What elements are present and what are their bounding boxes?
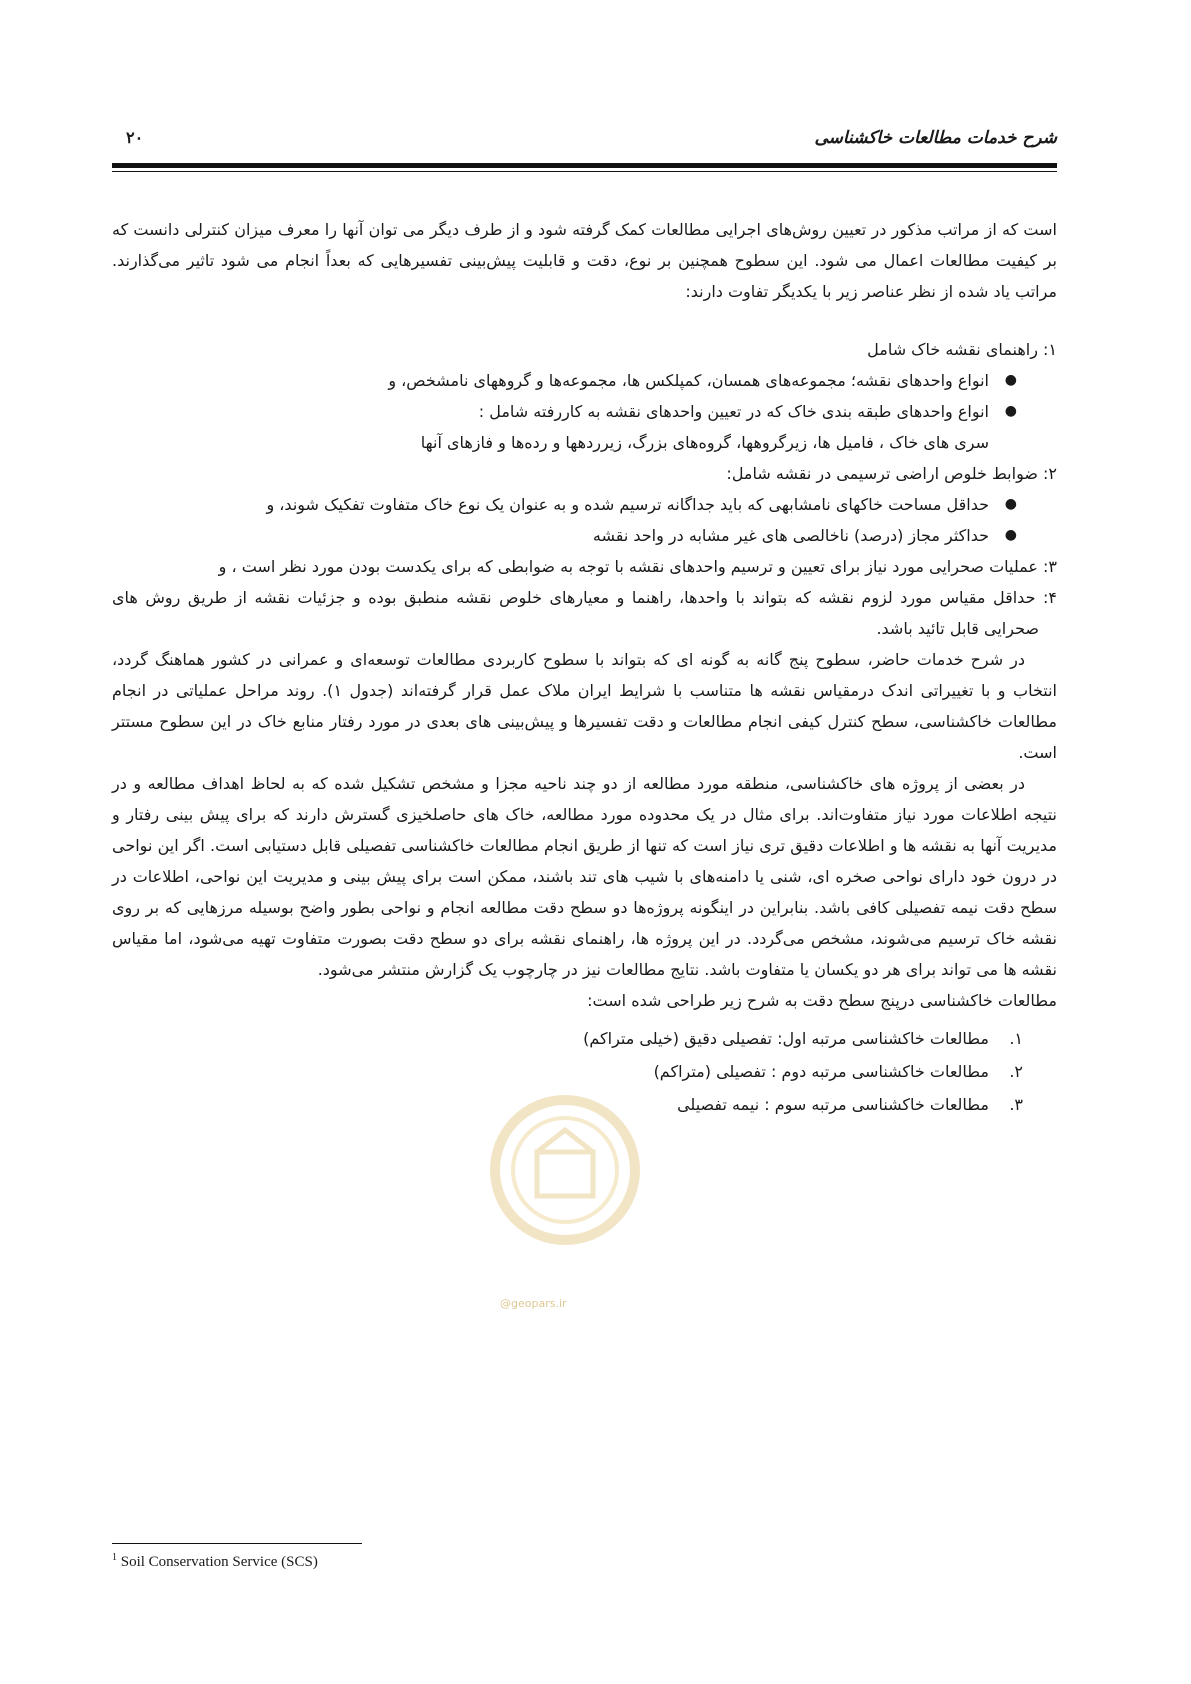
list-item: ۲. مطالعات خاکشناسی مرتبه دوم : تفصیلی (متراکم) xyxy=(653,1062,1023,1081)
list-item: ۳. مطالعات خاکشناسی مرتبه سوم : نیمه تفصیلی xyxy=(677,1095,1023,1114)
footnote-text: Soil Conservation Service (SCS) xyxy=(120,1554,318,1570)
paragraph-3: مطالعات خاکشناسی درپنج سطح دقت به شرح زیر طراحی شده است: xyxy=(587,991,1057,1010)
watermark-text: @geopars.ir xyxy=(500,1297,567,1310)
header-rule-thick xyxy=(112,163,1057,168)
list-item: ● انواع واحدهای طبقه بندی خاک که در تعیین واحدهای نقشه به کاررفته شامل : xyxy=(112,396,1023,427)
running-header xyxy=(112,122,1057,162)
levels-list xyxy=(112,1022,1057,1121)
bullet-icon: ● xyxy=(1004,403,1017,419)
list-item: ● حداکثر مجاز (درصد) ناخالصی های غیر مشابه در واحد نقشه xyxy=(112,520,1023,551)
list-item: ۱. مطالعات خاکشناسی مرتبه اول: تفصیلی دقیق (خیلی متراکم) xyxy=(583,1029,1023,1048)
header-rule-thin xyxy=(112,171,1057,172)
footnote-rule xyxy=(112,1543,362,1544)
body-text xyxy=(112,214,1057,1121)
item-3: ۳: عملیات صحرایی مورد نیاز برای تعیین و ترسیم واحدهای نقشه با توجه به ضوابطی که برای یکدست بودن مورد نظر است ، و xyxy=(218,557,1057,576)
list-item: ● حداقل مساحت خاکهای نامشابهی که باید جداگانه ترسیم شده و به عنوان یک نوع خاک متفاوت تفکیک شوند، و xyxy=(112,489,1023,520)
footnote xyxy=(112,1552,318,1571)
footnote-marker: 1 xyxy=(112,1552,117,1563)
header-title: شرح خدمات مطالعات خاکشناسی xyxy=(814,128,1057,148)
list-item: ● انواع واحدهای نقشه؛ مجموعه‌های همسان، کمپلکس ها، مجموعه‌ها و گروههای نامشخص، و xyxy=(112,365,1023,396)
item-2-bullets xyxy=(112,489,1057,551)
item-1-heading: ۱: راهنمای نقشه خاک شامل xyxy=(867,340,1057,359)
item-4: ۴: حداقل مقیاس مورد لزوم نقشه که بتواند با واحدها، راهنما و معیارهای خلوص نقشه منطبق بوده و جزئیات نقشه از طریق روش های صحرایی قابل تائید باشد. xyxy=(112,588,1057,638)
item-2-heading: ۲: ضوابط خلوص اراضی ترسیمی در نقشه شامل: xyxy=(726,464,1057,483)
paragraph-2: در بعضی از پروژه های خاکشناسی، منطقه مورد مطالعه از دو چند ناحیه مجزا و مشخص تشکیل شده که به لحاظ اهداف مطالعه و در نتیجه اطلاعات مورد نیاز متفاوت‌اند. برای مثال در یک محدوده مورد مطالعه، خاک های حاصلخیزی گسترش دارند که برای پیش بینی رفتار و مدیریت آنها به نقشه ها و اطلاعات دقیق تری نیاز است که تنها از طریق انجام مطالعات خاکشناسی تفصیلی قابل دستیابی است. اگر این نواحی در درون خود دارای نواحی صخره ای، شنی یا دامنه‌های با شیب های تند باشند، ممکن است برای پیش بینی و مدیریت این نواحی، اطلاعات در سطح دقت نیمه تفصیلی کافی باشد. بنابراین در اینگونه پروژه‌ها دو سطح دقت مطالعه انجام و نواحی بطور واضح بوسیله مرزهایی که بر روی نقشه خاک ترسیم می‌شوند، مشخص می‌گردد. در این پروژه ها، راهنمای نقشه برای دو سطح دقت بصورت متفاوت تهیه می‌شود، اما مقیاس نقشه ها می تواند برای هر دو یکسان یا متفاوت باشد. نتایج مطالعات نیز در چارچوب یک گزارش منتشر می‌شود. xyxy=(112,774,1057,979)
paragraph-1: در شرح خدمات حاضر، سطوح پنج گانه به گونه ای که بتواند با سطوح کاربردی مطالعات توسعه‌ای و عمرانی در کشور هماهنگ گردد، انتخاب و با تغییراتی اندک درمقیاس نقشه ها متناسب با شرایط ایران ملاک عمل قرار گرفته‌اند (جدول ۱). روند مراحل عملیاتی در انجام مطالعات خاکشناسی، سطح کنترل کیفی انجام مطالعات و دقت تفسیرها و پیش‌بینی های بعدی در مورد رفتار منابع خاک در این سطوح مستتر است. xyxy=(112,650,1058,762)
bullet-icon: ● xyxy=(1004,527,1017,543)
item-1-subline: سری های خاک ، فامیل ها، زیرگروهها، گروه‌های بزرگ، زیرردهها و رده‌ها و فازهای آنها xyxy=(420,433,989,452)
bullet-icon: ● xyxy=(1004,372,1017,388)
bullet-icon: ● xyxy=(1004,496,1017,512)
item-1-bullets xyxy=(112,365,1057,427)
page-number: ۲۰ xyxy=(126,128,144,147)
intro-paragraph: است که از مراتب مذکور در تعیین روش‌های اجرایی مطالعات کمک گرفته شود و از طرف دیگر می توان آنها را معرف میزان کنترلی دانست که بر کیفیت مطالعات اعمال می شود. این سطوح همچنین بر نوع، دقت و قابلیت پیش‌بینی تفسیرهایی که بعداً انجام می شود تاثیر می‌گذارند. مراتب یاد شده از نظر عناصر زیر با یکدیگر تفاوت دارند: xyxy=(112,220,1057,301)
